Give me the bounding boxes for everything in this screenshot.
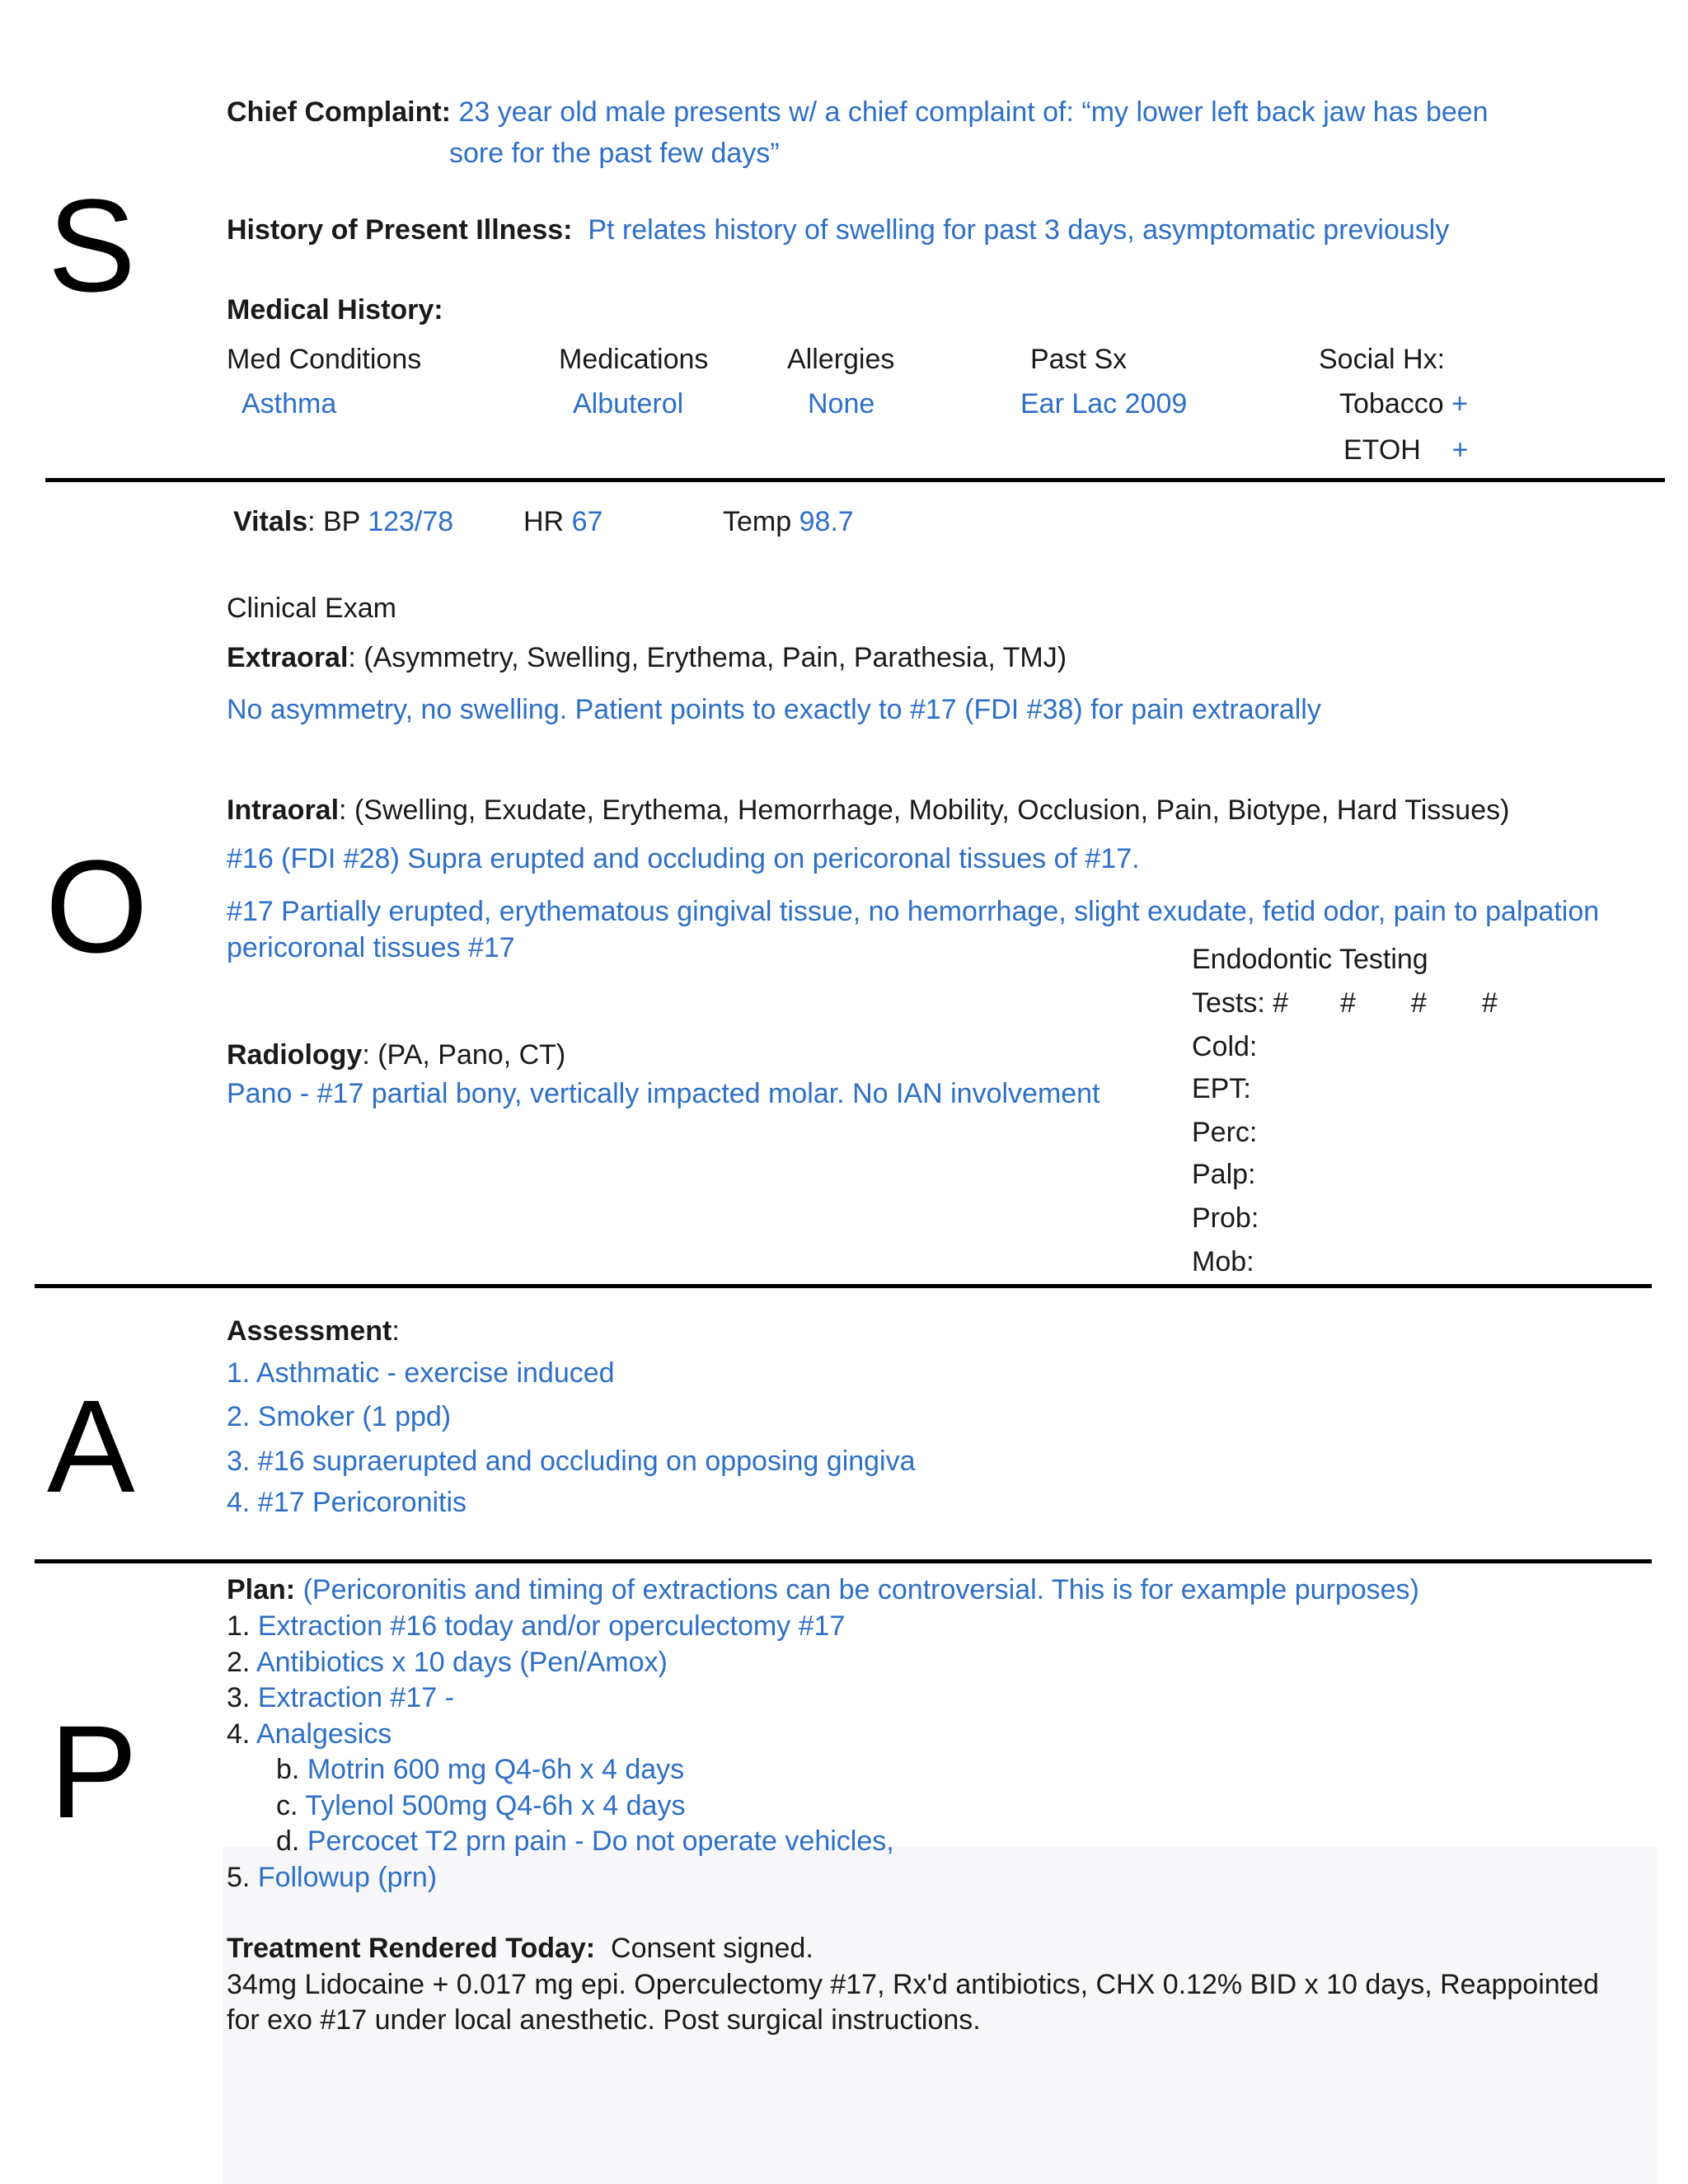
assessment-label: Assessment [227, 1315, 392, 1347]
plan-item-3-text: Extraction #17 - [257, 1682, 454, 1713]
radiology-finding: Pano - #17 partial bony, vertically impacted molar. No IAN involvement [227, 1078, 1100, 1109]
tobacco-value: + [1451, 388, 1468, 419]
chief-complaint-line [227, 95, 1489, 129]
divider-a-p [35, 1559, 1652, 1563]
treatment-label: Treatment Rendered Today: [227, 1933, 596, 1964]
social-hx-tobacco [1339, 387, 1468, 421]
bp-label: : BP [307, 506, 360, 537]
endo-prob-label: Prob: [1192, 1202, 1259, 1234]
endo-palp-label: Palp: [1192, 1159, 1256, 1190]
hr-label: HR [523, 506, 565, 537]
intraoral-finding-2: #17 Partially erupted, erythematous gingival tissue, no hemorrhage, slight exudate, fetid odor, pain to palpation [227, 896, 1600, 927]
etoh-value: + [1451, 434, 1469, 466]
endo-perc-label: Perc: [1192, 1117, 1258, 1148]
extraoral-finding: No asymmetry, no swelling. Patient points to exactly to #17 (FDI #38) for pain extraorally [227, 694, 1321, 725]
extraoral-line [227, 640, 1067, 675]
plan-subitem-d-num: d. [276, 1825, 300, 1857]
plan-subitem-b-text: Motrin 600 mg Q4-6h x 4 days [307, 1754, 685, 1785]
medications-header: Medications [559, 344, 709, 375]
plan-followup-num: 5. [227, 1862, 251, 1893]
vitals-line [233, 504, 453, 539]
social-hx-header: Social Hx: [1319, 344, 1446, 375]
intraoral-finding-3: pericoronal tissues #17 [227, 932, 515, 963]
vitals-label: Vitals [233, 506, 308, 537]
extraoral-criteria: : (Asymmetry, Swelling, Erythema, Pain, Parathesia, TMJ) [348, 642, 1067, 673]
plan-item-3-num: 3. [227, 1682, 251, 1713]
plan-subitem-c-num: c. [276, 1790, 298, 1821]
plan-followup [227, 1860, 437, 1895]
chief-complaint-text-cont: sore for the past few days” [449, 138, 780, 169]
plan-label: Plan: [227, 1574, 296, 1605]
bp-value: 123/78 [368, 506, 454, 537]
section-letter-a: A [47, 1372, 135, 1520]
medical-history-label: Medical History: [227, 294, 443, 326]
intraoral-line [227, 793, 1509, 827]
social-hx-etoh [1343, 433, 1469, 467]
plan-item-4-num: 4. [227, 1718, 251, 1750]
endo-ept-label: EPT: [1192, 1073, 1251, 1104]
chief-complaint-text: 23 year old male presents w/ a chief complaint of: “my lower left back jaw has been [458, 96, 1489, 128]
section-letter-o: O [45, 832, 148, 980]
assessment-item-3: 3. #16 supraerupted and occluding on opposing gingiva [227, 1446, 916, 1477]
temp-value: 98.7 [799, 506, 854, 537]
plan-item-3 [227, 1680, 454, 1715]
divider-o-a [35, 1284, 1652, 1288]
treatment-text-2: 34mg Lidocaine + 0.017 mg epi. Operculectomy #17, Rx'd antibiotics, CHX 0.12% BID x 10 days, Reappointed [227, 1969, 1599, 2000]
treatment-line [227, 1931, 814, 1966]
plan-subitem-d-text: Percocet T2 prn pain - Do not operate vehicles, [307, 1825, 894, 1857]
section-letter-s: S [48, 171, 136, 319]
medications-value: Albuterol [573, 388, 684, 419]
assessment-colon: : [392, 1315, 400, 1347]
plan-item-2-num: 2. [227, 1647, 251, 1678]
past-sx-header: Past Sx [1030, 344, 1128, 375]
treatment-text-1: Consent signed. [611, 1933, 814, 1964]
endo-tests-label: Tests: # [1192, 987, 1289, 1019]
intraoral-finding-1: #16 (FDI #28) Supra erupted and occluding on pericoronal tissues of #17. [227, 843, 1140, 874]
med-conditions-value: Asthma [241, 388, 337, 419]
plan-item-1 [227, 1609, 845, 1643]
endo-tests-hash-4: # [1482, 987, 1498, 1019]
assessment-item-1: 1. Asthmatic - exercise induced [227, 1357, 615, 1389]
treatment-text-3: for exo #17 under local anesthetic. Post surgical instructions. [227, 2004, 981, 2036]
temp-label: Temp [723, 506, 792, 537]
assessment-item-2: 2. Smoker (1 ppd) [227, 1401, 452, 1432]
section-letter-p: P [49, 1698, 138, 1845]
assessment-line [227, 1314, 400, 1348]
plan-item-4 [227, 1717, 392, 1751]
hpi-label: History of Present Illness: [227, 214, 573, 246]
clinical-exam-heading: Clinical Exam [227, 593, 396, 624]
plan-item-2-text: Antibiotics x 10 days (Pen/Amox) [256, 1647, 668, 1678]
past-sx-value: Ear Lac 2009 [1020, 388, 1188, 419]
extraoral-label: Extraoral [227, 642, 349, 673]
hpi-text: Pt relates history of swelling for past 3 days, asymptomatic previously [588, 214, 1450, 246]
plan-item-4-text: Analgesics [256, 1718, 392, 1750]
tobacco-label: Tobacco [1339, 388, 1444, 419]
intraoral-criteria: : (Swelling, Exudate, Erythema, Hemorrhage, Mobility, Occlusion, Pain, Biotype, Hard Tissues) [339, 794, 1510, 826]
divider-s-o [45, 478, 1665, 482]
plan-item-1-num: 1. [227, 1610, 251, 1642]
etoh-label: ETOH [1343, 434, 1421, 466]
plan-followup-text: Followup (prn) [257, 1862, 438, 1893]
allergies-value: None [808, 388, 875, 419]
plan-note: (Pericoronitis and timing of extractions can be controversial. This is for example purposes) [302, 1574, 1419, 1605]
endo-testing-title: Endodontic Testing [1192, 944, 1428, 975]
plan-item-2 [227, 1645, 668, 1680]
med-conditions-header: Med Conditions [227, 344, 422, 375]
plan-item-1-text: Extraction #16 today and/or operculectomy #17 [257, 1610, 846, 1642]
chief-complaint-label: Chief Complaint: [227, 96, 451, 128]
plan-subitem-c [276, 1788, 685, 1823]
hr-value: 67 [571, 506, 603, 537]
plan-subitem-d [276, 1824, 894, 1858]
endo-cold-label: Cold: [1192, 1031, 1258, 1062]
hr-line [523, 504, 603, 539]
plan-subitem-c-text: Tylenol 500mg Q4-6h x 4 days [305, 1790, 686, 1821]
allergies-header: Allergies [787, 344, 895, 375]
radiology-criteria: : (PA, Pano, CT) [362, 1039, 566, 1071]
hpi-line [227, 213, 1449, 247]
radiology-label: Radiology [227, 1039, 363, 1071]
plan-subitem-b [276, 1752, 684, 1787]
temp-line [723, 504, 854, 539]
endo-tests-hash-3: # [1411, 987, 1427, 1019]
radiology-line [227, 1038, 565, 1072]
endo-mob-label: Mob: [1192, 1246, 1254, 1277]
assessment-item-4: 4. #17 Pericoronitis [227, 1487, 467, 1518]
endo-tests-hash-2: # [1340, 987, 1356, 1019]
plan-line [227, 1572, 1419, 1607]
plan-subitem-b-num: b. [276, 1754, 300, 1785]
intraoral-label: Intraoral [227, 794, 340, 826]
